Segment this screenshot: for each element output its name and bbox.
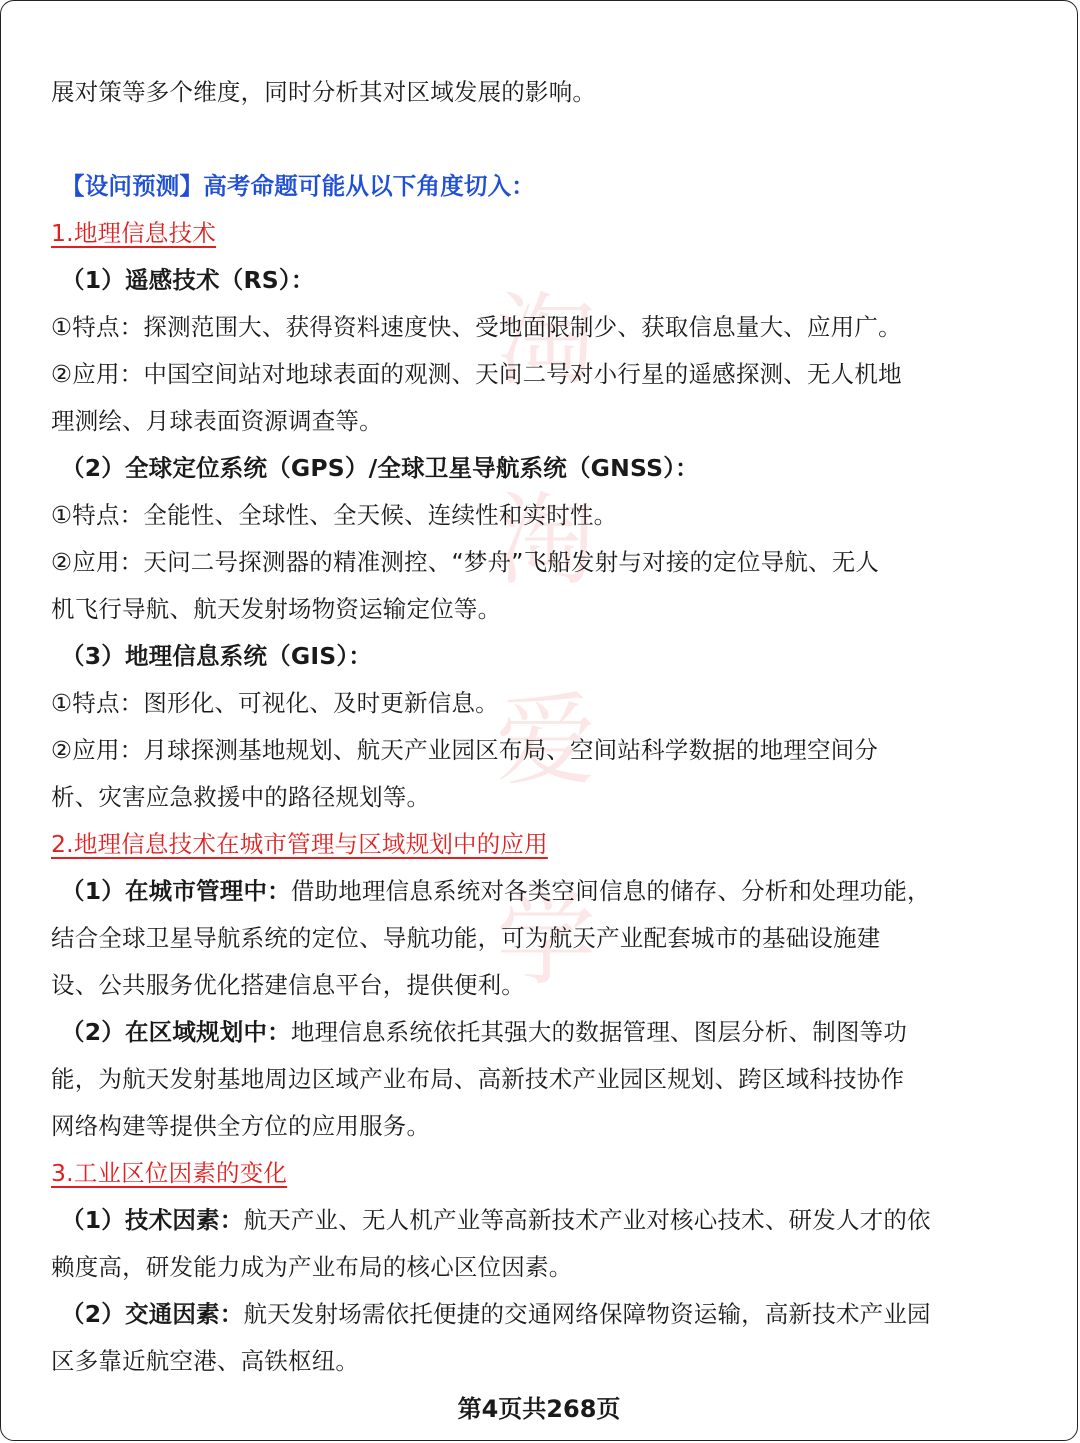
sec3-p2-label: （2）交通因素： xyxy=(61,1300,244,1328)
sec2-paragraph-2-line-1 xyxy=(51,1009,1026,1056)
rs-application-line-2: 理测绘、月球表面资源调查等。 xyxy=(51,407,383,435)
rs-feature: ①特点：探测范围大、获得资料速度快、受地面限制少、获取信息量大、应用广。 xyxy=(51,313,902,341)
section-2-title: 2.地理信息技术在城市管理与区域规划中的应用 xyxy=(51,830,548,858)
sec2-paragraph-1-line-3: 设、公共服务优化搭建信息平台，提供便利。 xyxy=(51,971,525,999)
gis-title: （3）地理信息系统（GIS）： xyxy=(61,642,373,670)
spacer xyxy=(51,116,1026,163)
sec3-paragraph-1-line-1 xyxy=(51,1197,1026,1244)
gps-application-line-2: 机飞行导航、航天发射场物资运输定位等。 xyxy=(51,595,502,623)
watermark-char: 淘 xyxy=(496,482,596,599)
gps-feature: ①特点：全能性、全球性、全天候、连续性和实时性。 xyxy=(51,501,618,529)
watermark-char: 淘 xyxy=(496,282,596,399)
sec2-paragraph-1-line-1 xyxy=(51,868,1026,915)
prediction-heading: 【设问预测】高考命题可能从以下角度切入： xyxy=(61,172,535,200)
section-3-title: 3.工业区位因素的变化 xyxy=(51,1159,288,1187)
sec3-paragraph-1-line-2: 赖度高，研发能力成为产业布局的核心区位因素。 xyxy=(51,1253,573,1281)
document-body xyxy=(51,69,1026,1385)
gis-application-line-1: ②应用：月球探测基地规划、航天产业园区布局、空间站科学数据的地理空间分 xyxy=(51,736,879,764)
section-1-title: 1.地理信息技术 xyxy=(51,219,217,247)
watermark-char: 学 xyxy=(496,882,596,999)
sec2-paragraph-2-line-2: 能，为航天发射基地周边区域产业布局、高新技术产业园区规划、跨区域科技协作 xyxy=(51,1065,905,1093)
rs-title: （1）遥感技术（RS）： xyxy=(61,266,315,294)
sec2-p1-label: （1）在城市管理中： xyxy=(61,877,291,905)
gis-feature: ①特点：图形化、可视化、及时更新信息。 xyxy=(51,689,499,717)
watermark-char: 爱 xyxy=(496,682,596,799)
gis-application-line-2: 析、灾害应急救援中的路径规划等。 xyxy=(51,783,431,811)
sec2-p2-text: 地理信息系统依托其强大的数据管理、图层分析、制图等功 xyxy=(290,1018,908,1046)
sec3-p1-text: 航天产业、无人机产业等高新技术产业对核心技术、研发人才的依 xyxy=(243,1206,931,1234)
gps-title: （2）全球定位系统（GPS）/全球卫星导航系统（GNSS）： xyxy=(61,454,699,482)
sec2-paragraph-1-line-2: 结合全球卫星导航系统的定位、导航功能，可为航天产业配套城市的基础设施建 xyxy=(51,924,881,952)
sec3-paragraph-2-line-1 xyxy=(51,1291,1026,1338)
sec3-p1-label: （1）技术因素： xyxy=(61,1206,244,1234)
rs-application-line-1: ②应用：中国空间站对地球表面的观测、天问二号对小行星的遥感探测、无人机地 xyxy=(51,360,902,388)
sec2-p2-label: （2）在区域规划中： xyxy=(61,1018,291,1046)
gps-application-line-1: ②应用：天问二号探测器的精准测控、“梦舟”飞船发射与对接的定位导航、无人 xyxy=(51,548,880,576)
page-number: 第4页共268页 xyxy=(457,1395,621,1423)
sec2-paragraph-2-line-3: 网络构建等提供全方位的应用服务。 xyxy=(51,1112,431,1140)
sec3-p2-text: 航天发射场需依托便捷的交通网络保障物资运输，高新技术产业园 xyxy=(243,1300,931,1328)
intro-line: 展对策等多个维度，同时分析其对区域发展的影响。 xyxy=(51,78,597,106)
sec2-p1-text: 借助地理信息系统对各类空间信息的储存、分析和处理功能， xyxy=(290,877,931,905)
sec3-paragraph-2-line-2: 区多靠近航空港、高铁枢纽。 xyxy=(51,1347,360,1375)
